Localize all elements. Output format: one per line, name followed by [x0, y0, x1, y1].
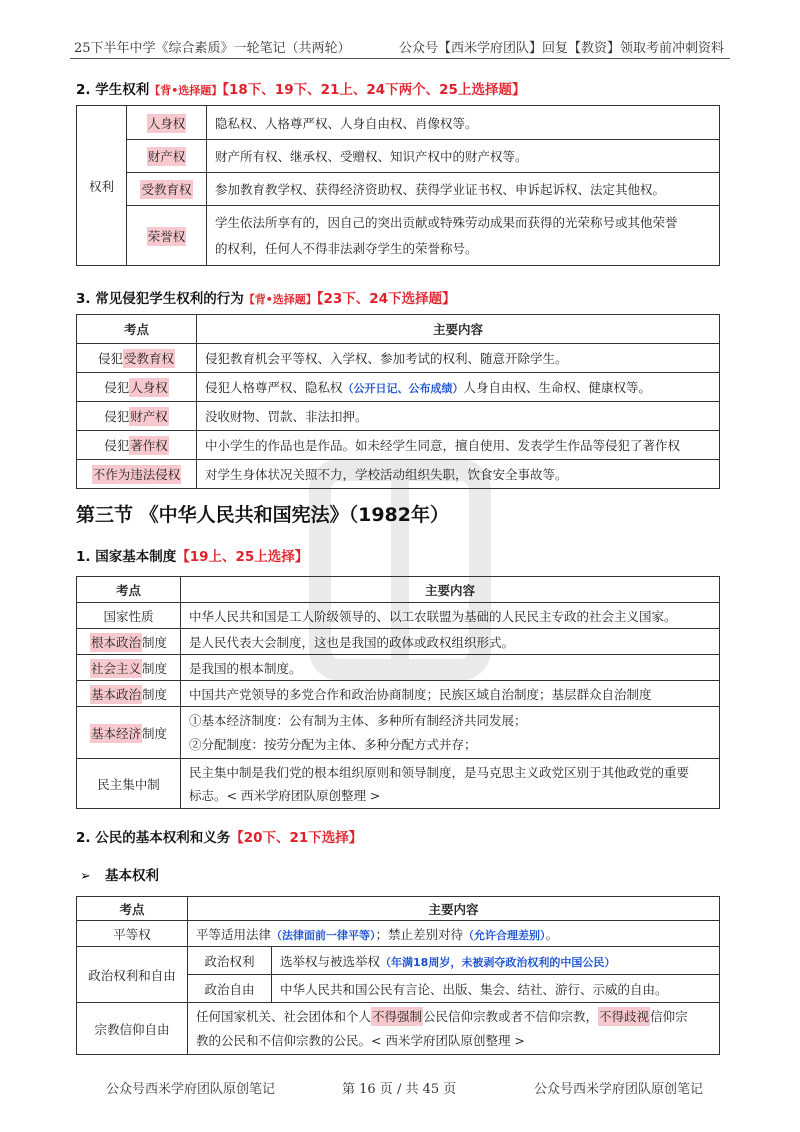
col-header-point: 考点 — [77, 315, 197, 344]
col-header-content: 主要内容 — [188, 897, 720, 921]
state-system-table — [76, 576, 720, 809]
right-content: 学生依法所享有的，因自己的突出贡献或特殊劳动成果而获得的光荣称号或其他荣誉 的权利，任何人不得非法剥夺学生的荣誉称号。 — [207, 206, 720, 266]
infringement-point: 侵犯人身权 — [77, 373, 197, 402]
system-point: 基本经济制度 — [77, 707, 181, 759]
system-content: 中国共产党领导的多党合作和政治协商制度；民族区域自治制度；基层群众自治制度 — [181, 681, 720, 707]
section-heading-state-system: 1. 国家基本制度【19上、25上选择】 — [76, 549, 309, 565]
chapter-title: 第三节 《中华人民共和国宪法》（1982年） — [76, 504, 449, 526]
political-sub-point: 政治自由 — [188, 975, 272, 1003]
infringement-table — [76, 314, 720, 489]
basic-right-point: 宗教信仰自由 — [77, 1003, 188, 1055]
right-name: 财产权 — [127, 140, 207, 173]
system-content: 中华人民共和国是工人阶级领导的、以工农联盟为基础的人民民主专政的社会主义国家。 — [181, 603, 720, 629]
basic-right-content: 平等适用法律（法律面前一律平等）；禁止差别对待（允许合理差别）。 — [188, 921, 720, 947]
political-sub-content: 选举权与被选举权（年满18周岁，未被剥夺政治权利的中国公民） — [272, 947, 720, 975]
infringement-point: 侵犯受教育权 — [77, 344, 197, 373]
basic-right-point: 平等权 — [77, 921, 188, 947]
section-heading-citizen-rights: 2. 公民的基本权利和义务【20下、21下选择】 — [76, 830, 363, 846]
basic-right-content: 任何国家机关、社会团体和个人不得强制公民信仰宗教或者不信仰宗教，不得歧视信仰宗 教的公民和不信仰宗教的公民。< 西米学府团队原创整理 > — [188, 1003, 720, 1055]
arrow-bullet-icon: ➢ — [80, 869, 91, 884]
right-content: 财产所有权、继承权、受赠权、知识产权中的财产权等。 — [207, 140, 720, 173]
basic-rights-table — [76, 896, 720, 1055]
section-heading-student-rights: 2. 学生权利【背•选择题】【18下、19下、21上、24下两个、25上选择题】 — [76, 82, 526, 98]
subheading-basic-rights: ➢ 基本权利 — [80, 868, 160, 884]
system-point: 国家性质 — [77, 603, 181, 629]
system-point: 民主集中制 — [77, 759, 181, 809]
system-point: 基本政治制度 — [77, 681, 181, 707]
header-divider — [70, 58, 730, 59]
infringement-point: 侵犯财产权 — [77, 402, 197, 431]
right-name: 受教育权 — [127, 173, 207, 206]
system-content: ①基本经济制度：公有制为主体、多种所有制经济共同发展； ②分配制度：按劳分配为主体、多种分配方式并存； — [181, 707, 720, 759]
basic-right-point: 政治权利和自由 — [77, 947, 188, 1003]
political-sub-point: 政治权利 — [188, 947, 272, 975]
system-content: 是人民代表大会制度，这也是我国的政体或政权组织形式。 — [181, 629, 720, 655]
system-content: 民主集中制是我们党的根本组织原则和领导制度，是马克思主义政党区别于其他政党的重要 标志。< 西米学府团队原创整理 > — [181, 759, 720, 809]
col-header-content: 主要内容 — [197, 315, 720, 344]
infringement-content: 侵犯教育机会平等权、入学权、参加考试的权利、随意开除学生。 — [197, 344, 720, 373]
right-content: 隐私权、人格尊严权、人身自由权、肖像权等。 — [207, 106, 720, 140]
col-header-content: 主要内容 — [181, 577, 720, 603]
student-rights-table — [76, 105, 720, 266]
infringement-point: 不作为违法侵权 — [77, 460, 197, 489]
header-left: 25下半年中学《综合素质》一轮笔记（共两轮） — [74, 41, 351, 56]
footer-right: 公众号西米学府团队原创笔记 — [534, 1082, 704, 1097]
right-content: 参加教育教学权、获得经济资助权、获得学业证书权、申诉起诉权、法定其他权。 — [207, 173, 720, 206]
right-name: 荣誉权 — [127, 206, 207, 266]
system-point: 根本政治制度 — [77, 629, 181, 655]
system-point: 社会主义制度 — [77, 655, 181, 681]
section-heading-infringements: 3. 常见侵犯学生权利的行为【背•选择题】【23下、24下选择题】 — [76, 291, 456, 307]
footer-left: 公众号西米学府团队原创笔记 — [106, 1082, 276, 1097]
col-header-point: 考点 — [77, 577, 181, 603]
infringement-content: 中小学生的作品也是作品。如未经学生同意，擅自使用、发表学生作品等侵犯了著作权 — [197, 431, 720, 460]
page-number: 第 16 页 / 共 45 页 — [342, 1082, 457, 1097]
system-content: 是我国的根本制度。 — [181, 655, 720, 681]
header-right: 公众号【西米学府团队】回复【教资】领取考前冲刺资料 — [398, 41, 724, 56]
right-name: 人身权 — [127, 106, 207, 140]
rights-label: 权利 — [77, 106, 127, 266]
col-header-point: 考点 — [77, 897, 188, 921]
infringement-content: 侵犯人格尊严权、隐私权（公开日记、公布成绩）人身自由权、生命权、健康权等。 — [197, 373, 720, 402]
infringement-point: 侵犯著作权 — [77, 431, 197, 460]
political-sub-content: 中华人民共和国公民有言论、出版、集会、结社、游行、示威的自由。 — [272, 975, 720, 1003]
infringement-content: 对学生身体状况关照不力，学校活动组织失职，饮食安全事故等。 — [197, 460, 720, 489]
infringement-content: 没收财物、罚款、非法扣押。 — [197, 402, 720, 431]
